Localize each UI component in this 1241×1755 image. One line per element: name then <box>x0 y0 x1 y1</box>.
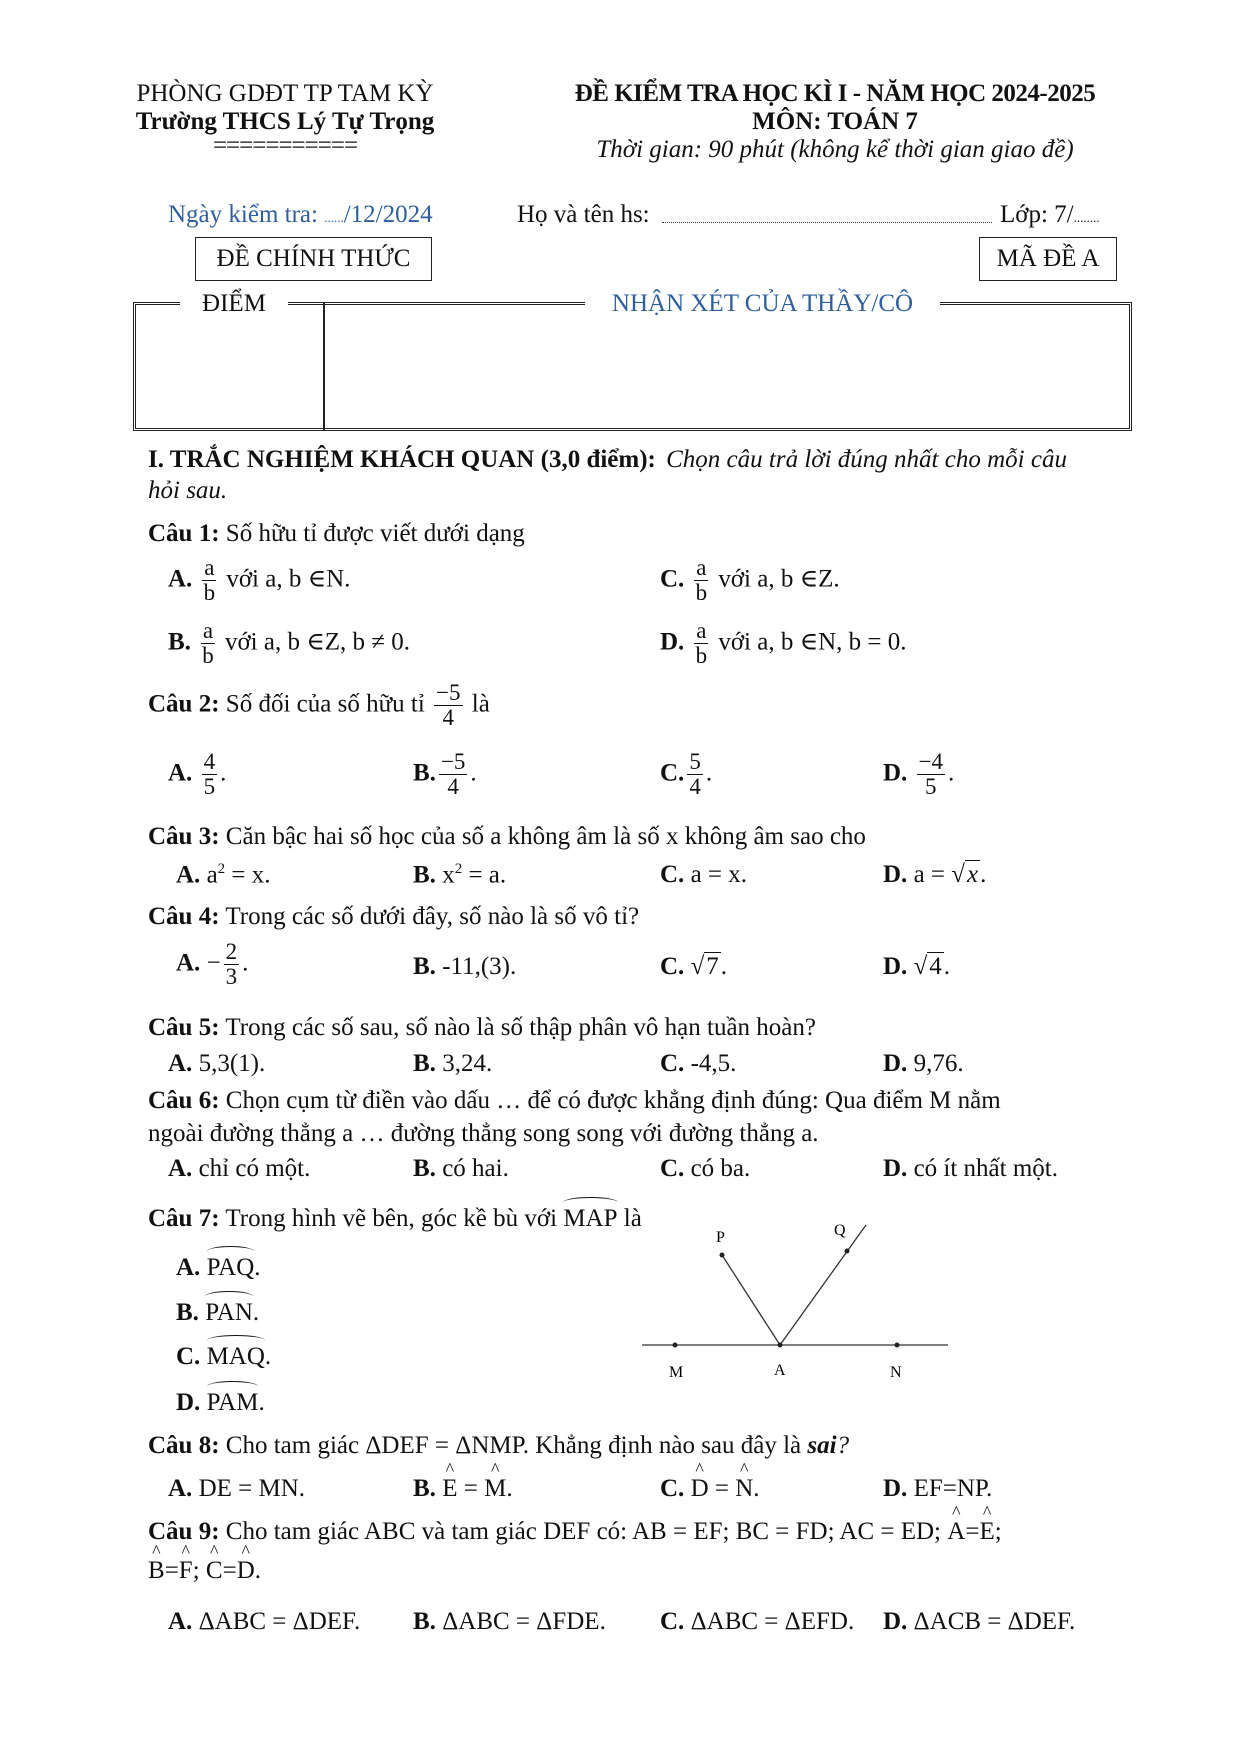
class-blank: ........ <box>1073 210 1100 225</box>
option-letter: B. <box>413 759 436 787</box>
option-letter: D. <box>176 1389 201 1416</box>
numerator: −5 <box>440 749 466 774</box>
option-text: có hai. <box>442 1155 509 1182</box>
sqrt-symbol: √7 <box>690 953 719 980</box>
numerator: a <box>696 555 707 580</box>
option-letter: D. <box>883 953 908 980</box>
option-text: a = x. <box>690 861 748 888</box>
header-rule: =========== <box>212 132 358 159</box>
question-text: Số hữu tỉ được viết dưới dạng <box>225 520 525 547</box>
angle-hat: ^ C <box>206 1557 223 1585</box>
option-letter: C. <box>660 1475 685 1502</box>
q3-option-b[interactable]: B. $x^2 = a$. <box>413 861 507 889</box>
score-field[interactable] <box>136 306 320 428</box>
option-letter: A. <box>176 861 201 889</box>
question-6-line-2: ngoài đường thẳng a … đường thẳng song song với đường thẳng a. <box>148 1120 819 1147</box>
option-text: ΔABC = ΔFDE. <box>442 1608 606 1635</box>
exam-title: ĐỀ KIỂM TRA HỌC KÌ I - NĂM HỌC 2024-2025 <box>574 80 1096 107</box>
point-p <box>720 1253 725 1258</box>
section-heading: I. TRẮC NGHIỆM KHÁCH QUAN (3,0 điểm): <box>148 446 656 473</box>
option-text: với a, b ∈Z. <box>718 565 840 593</box>
question-9-line-2: ^ B=^ F; ^ C=^ D. <box>148 1557 261 1585</box>
option-text: -11,(3). <box>442 953 517 980</box>
grade-divider <box>323 302 325 431</box>
option-text: ΔABC = ΔEFD. <box>690 1608 855 1635</box>
option-text: DE = MN. <box>198 1475 306 1502</box>
option-letter: A. <box>168 1050 193 1077</box>
option-letter: B. <box>413 861 436 889</box>
question-text: Cho tam giác ABC và tam giác DEF có: AB = EF; BC = FD; AC = ED; <box>225 1518 942 1545</box>
option-letter: B. <box>413 1050 436 1077</box>
q1-option-c[interactable] <box>660 556 840 605</box>
option-letter: B. <box>413 1475 436 1502</box>
option-letter: A. <box>168 565 193 593</box>
denominator: b <box>202 643 214 669</box>
option-letter: C. <box>660 1050 685 1077</box>
question-text: Trong các số sau, số nào là số thập phân vô hạn tuần hoàn? <box>225 1014 816 1041</box>
exam-date <box>168 201 433 229</box>
option-letter: A. <box>168 759 193 787</box>
q5-option-c[interactable] <box>660 1050 736 1078</box>
question-label: Câu 2: <box>148 690 220 718</box>
angle-hat: ^ F <box>179 1557 193 1585</box>
q6-option-b[interactable] <box>413 1155 509 1183</box>
radicand: x <box>967 861 979 888</box>
option-letter: B. <box>413 953 436 980</box>
option-letter: C. <box>660 759 685 787</box>
option-letter: C. <box>660 565 685 593</box>
numerator: 2 <box>225 939 238 964</box>
option-letter: C. <box>660 1608 685 1635</box>
option-text: 5,3(1). <box>198 1050 266 1077</box>
numerator: a <box>202 618 214 643</box>
q9-option-a[interactable] <box>168 1608 360 1636</box>
question-label: Câu 4: <box>148 903 220 930</box>
option-text: -4,5. <box>690 1050 737 1077</box>
question-text: Trong hình vẽ bên, góc kề bù với <box>225 1205 558 1232</box>
question-label: Câu 7: <box>148 1205 220 1232</box>
angle-hat: ^ N <box>735 1475 753 1503</box>
option-text: a = <box>913 861 946 888</box>
question-mark: ? <box>836 1432 850 1459</box>
angle-hat: ^ E <box>442 1475 457 1503</box>
point-n <box>895 1343 900 1348</box>
q3-option-c[interactable] <box>660 861 747 889</box>
q7-option-c[interactable]: C. MAQ. <box>176 1343 272 1370</box>
option-letter: D. <box>883 1475 908 1502</box>
date-blank: ...... <box>324 210 344 225</box>
option-text: ΔACB = ΔDEF. <box>913 1608 1076 1635</box>
numerator: a <box>696 618 707 643</box>
official-exam-badge: ĐỀ CHÍNH THỨC <box>195 237 432 281</box>
question-1 <box>148 520 525 548</box>
point-a <box>778 1343 783 1348</box>
q2-option-d[interactable]: D. $\frac{-4}{5}$ . <box>883 749 955 800</box>
angle-figure <box>630 1215 960 1395</box>
comment-label: NHẬN XÉT CỦA THẦY/CÔ <box>585 290 940 318</box>
denominator: 5 <box>925 774 937 800</box>
option-letter: B. <box>413 1155 436 1182</box>
question-7 <box>148 1203 642 1233</box>
numerator: a <box>204 555 215 580</box>
q9-option-d[interactable] <box>883 1608 1075 1636</box>
section-instruction: Chọn câu trả lời đúng nhất cho mỗi câu <box>666 446 1067 473</box>
sqrt-symbol: √4 <box>913 953 942 980</box>
angle-symbol: MAQ <box>206 1343 265 1370</box>
question-label: Câu 3: <box>148 823 220 850</box>
option-text: với a, b ∈N, b = 0. <box>718 628 907 656</box>
label-p: P <box>716 1229 725 1246</box>
label-n: N <box>890 1364 902 1381</box>
option-text: chỉ có một. <box>198 1155 311 1182</box>
option-letter: B. <box>168 628 191 656</box>
subject-title: MÔN: TOÁN 7 <box>752 108 918 135</box>
q8-option-a[interactable] <box>168 1475 305 1503</box>
numerator: −4 <box>918 749 944 774</box>
option-letter: D. <box>883 1050 908 1077</box>
question-9: Câu 9: Cho tam giác ABC và tam giác DEF có: AB = EF; BC = FD; AC = ED; ^ A=^ E; <box>148 1518 1002 1546</box>
option-letter: A. <box>176 1254 201 1281</box>
label-q: Q <box>834 1222 846 1239</box>
q1-option-a[interactable] <box>168 556 350 605</box>
option-text: với a, b ∈N. <box>226 565 351 593</box>
date-value: /12/2024 <box>343 201 433 228</box>
denominator: b <box>203 580 216 606</box>
keyword-false: sai <box>807 1432 837 1459</box>
angle-hat: ^ B <box>148 1557 165 1585</box>
option-letter: D. <box>883 861 908 888</box>
q3-option-d[interactable]: D. a = √x. <box>883 861 987 888</box>
q8-option-d[interactable] <box>883 1475 992 1503</box>
option-text: = a. <box>468 861 507 889</box>
option-letter: A. <box>168 1155 193 1182</box>
question-3 <box>148 823 866 851</box>
option-letter: C. <box>176 1343 201 1370</box>
comment-field[interactable] <box>328 306 1128 428</box>
question-tail: là <box>471 690 490 718</box>
option-text: có ít nhất một. <box>913 1155 1058 1182</box>
numerator: 4 <box>203 749 216 774</box>
option-text: EF=NP. <box>913 1475 993 1502</box>
q2-option-a[interactable]: A. $\frac{4}{5}$ . <box>168 749 227 800</box>
point-q <box>845 1249 850 1254</box>
question-tail: là <box>623 1205 642 1232</box>
option-text: a <box>206 861 218 889</box>
option-text: với a, b ∈Z, b ≠ 0. <box>224 628 410 656</box>
question-8 <box>148 1432 849 1460</box>
q5-option-d[interactable] <box>883 1050 964 1078</box>
sqrt-symbol: √x <box>951 861 979 888</box>
option-letter: D. <box>883 759 908 787</box>
student-name-field[interactable] <box>662 222 992 223</box>
angle-symbol: MAP <box>563 1205 618 1232</box>
radicand: 4 <box>929 953 942 980</box>
numerator: 5 <box>689 749 701 774</box>
question-text: Cho tam giác ΔDEF = ΔNMP. Khẳng định nào sau đây là <box>225 1432 802 1459</box>
duration: Thời gian: 90 phút (không kể thời gian giao đề) <box>596 136 1074 163</box>
option-letter: C. <box>660 861 685 888</box>
student-name-label: Họ và tên hs: <box>517 201 650 228</box>
q6-option-a[interactable] <box>168 1155 310 1183</box>
question-2 <box>148 681 490 730</box>
angle-symbol: PAQ <box>206 1254 255 1281</box>
option-letter: C. <box>660 1155 685 1182</box>
option-letter: C. <box>660 953 685 980</box>
option-text: = x. <box>231 861 271 889</box>
angle-symbol: PAN <box>205 1299 253 1326</box>
school-name: Trường THCS Lý Tự Trọng <box>135 108 435 135</box>
q3-option-a[interactable]: A. $a^2 = x$. <box>176 861 271 889</box>
q7-option-d[interactable]: D. PAM. <box>176 1389 265 1416</box>
question-label: Câu 6: <box>148 1087 220 1114</box>
denominator: 3 <box>225 964 238 990</box>
q6-option-c[interactable] <box>660 1155 750 1183</box>
angle-hat: ^ M <box>484 1475 506 1503</box>
denominator: 5 <box>203 774 216 800</box>
option-letter: A. <box>176 949 201 977</box>
label-m: M <box>669 1364 684 1381</box>
question-6 <box>148 1087 1001 1115</box>
ray-ap <box>722 1255 780 1345</box>
question-text: Số đối của số hữu tỉ <box>225 690 425 718</box>
class-field[interactable] <box>1000 201 1100 229</box>
class-label: Lớp: 7/ <box>1000 201 1074 228</box>
q8-option-c[interactable]: C. ^ D = ^ N. <box>660 1475 760 1503</box>
q2-option-b[interactable]: B. $\frac{-5}{4}$ . <box>413 749 477 800</box>
q4-option-b[interactable] <box>413 953 516 981</box>
q1-option-b[interactable] <box>168 619 410 668</box>
denominator: 4 <box>442 705 454 731</box>
q4-option-a[interactable]: A. − $\frac{2}{3}$ . <box>176 939 249 990</box>
q7-option-b[interactable]: B. PAN. <box>176 1299 260 1326</box>
q5-option-a[interactable] <box>168 1050 265 1078</box>
question-4 <box>148 903 639 931</box>
point-m <box>673 1343 678 1348</box>
question-text: Chọn cụm từ điền vào dấu … để có được khẳng định đúng: Qua điểm M nằm <box>225 1087 1001 1114</box>
q9-option-b[interactable] <box>413 1608 606 1636</box>
exam-code-badge: MÃ ĐỀ A <box>979 237 1117 281</box>
option-letter: D. <box>660 628 685 656</box>
denominator: 4 <box>689 774 701 800</box>
question-label: Câu 5: <box>148 1014 220 1041</box>
date-label: Ngày kiểm tra: <box>168 201 318 228</box>
q7-option-a[interactable]: A. PAQ. <box>176 1254 261 1281</box>
option-letter: B. <box>176 1299 199 1326</box>
question-label: Câu 1: <box>148 520 220 547</box>
option-text: có ba. <box>690 1155 751 1182</box>
angle-hat: ^ D <box>237 1557 255 1585</box>
angle-hat: ^ E <box>979 1518 994 1546</box>
option-text: x <box>442 861 455 889</box>
option-letter: D. <box>883 1608 908 1635</box>
option-letter: B. <box>413 1608 436 1635</box>
department: PHÒNG GDĐT TP TAM KỲ <box>136 80 434 107</box>
q2-option-c[interactable]: C. $\frac{5}{4}$ . <box>660 749 713 800</box>
question-label: Câu 8: <box>148 1432 220 1459</box>
label-a: A <box>774 1362 786 1379</box>
q9-option-c[interactable] <box>660 1608 854 1636</box>
question-text: Trong các số dưới đây, số nào là số vô tỉ? <box>225 903 640 930</box>
score-label: ĐIỂM <box>180 290 288 318</box>
q5-option-b[interactable] <box>413 1050 492 1078</box>
question-label: Câu 9: <box>148 1518 220 1545</box>
angle-hat: ^ A <box>947 1518 965 1546</box>
denominator: b <box>695 580 708 606</box>
q4-option-d[interactable]: D. √4. <box>883 953 951 980</box>
section-instruction-2: hỏi sau. <box>148 477 228 504</box>
option-text: 3,24. <box>442 1050 493 1077</box>
q1-option-d[interactable] <box>660 619 906 668</box>
section-title <box>148 446 1067 474</box>
denominator: b <box>695 643 708 669</box>
angle-symbol: PAM <box>206 1389 259 1416</box>
question-5 <box>148 1014 816 1042</box>
option-letter: A. <box>168 1608 193 1635</box>
option-text: 9,76. <box>913 1050 964 1077</box>
q6-option-d[interactable] <box>883 1155 1058 1183</box>
radicand: 7 <box>706 953 719 980</box>
option-letter: D. <box>883 1155 908 1182</box>
q4-option-c[interactable]: C. √7. <box>660 953 728 980</box>
option-letter: A. <box>168 1475 193 1502</box>
q8-option-b[interactable]: B. ^ E = ^ M. <box>413 1475 513 1503</box>
angle-hat: ^ D <box>691 1475 709 1503</box>
denominator: 4 <box>447 774 459 800</box>
ray-aq <box>780 1225 866 1345</box>
option-text: ΔABC = ΔDEF. <box>198 1608 361 1635</box>
question-text: Căn bậc hai số học của số a không âm là số x không âm sao cho <box>225 823 866 850</box>
numerator: −5 <box>436 680 461 705</box>
